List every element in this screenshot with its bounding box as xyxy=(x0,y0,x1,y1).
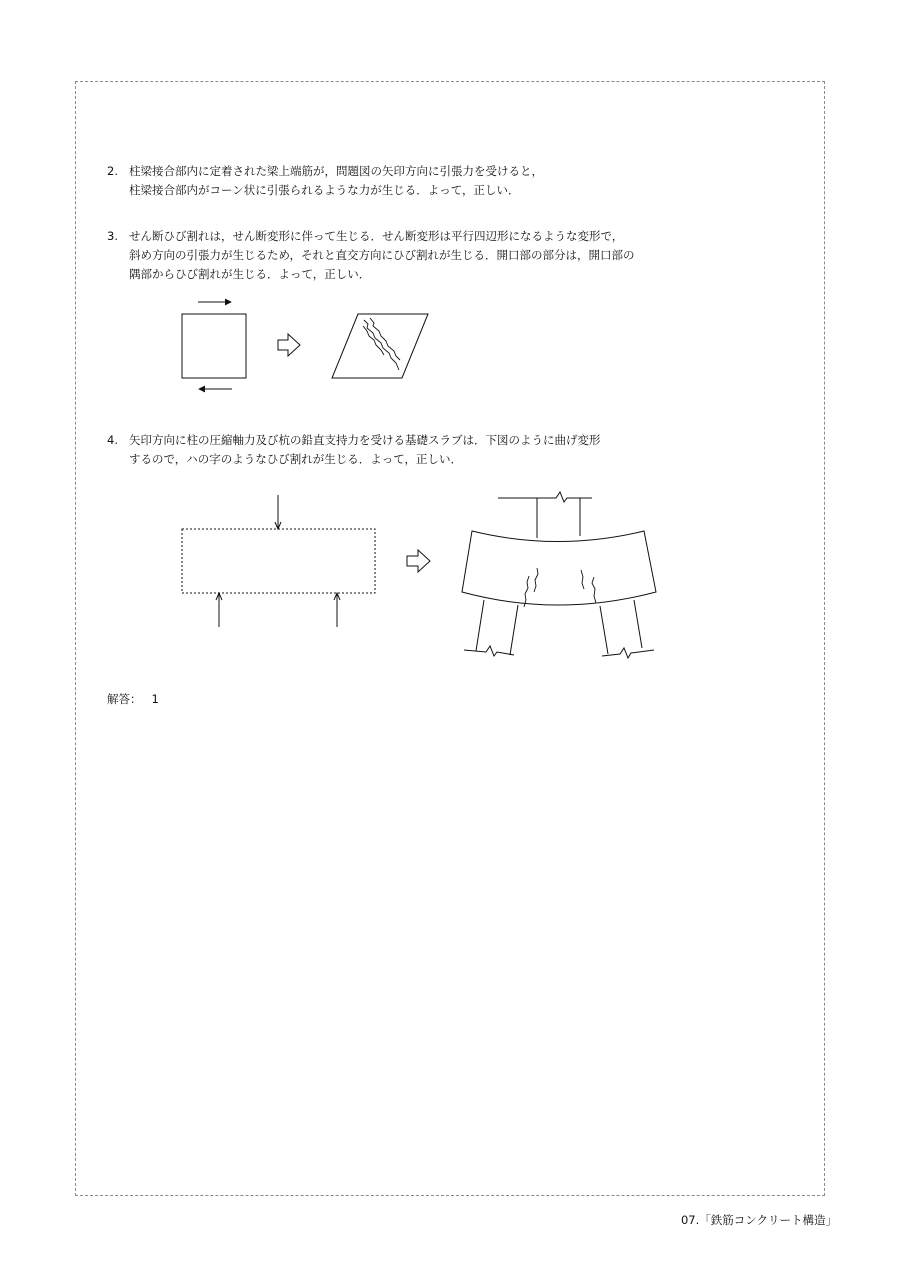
text-line: 隅部からひび割れが生じる．よって，正しい． xyxy=(129,267,371,281)
answer xyxy=(107,690,159,708)
item-number: 2. xyxy=(107,164,118,178)
transition-arrow-icon xyxy=(278,334,300,356)
item-text xyxy=(129,431,601,469)
pile-break-line xyxy=(602,648,654,658)
pile-left-side xyxy=(510,605,518,655)
item-text xyxy=(129,227,635,284)
deformed-slab xyxy=(462,531,656,605)
page-footer: 07.「鉄筋コンクリート構造」 xyxy=(680,1213,837,1227)
pile-break-line xyxy=(464,646,514,656)
pile-right-side xyxy=(600,606,608,654)
item-number: 4. xyxy=(107,433,118,447)
text-line: するので，ハの字のようなひび割れが生じる．よって，正しい． xyxy=(129,452,463,466)
item-text xyxy=(129,162,543,200)
deformed-parallelogram xyxy=(332,314,428,378)
text-line: せん断ひび割れは，せん断変形に伴って生じる．せん断変形は平行四辺形になるような変形で， xyxy=(129,229,624,243)
pile-left-side xyxy=(476,600,484,651)
crack-line xyxy=(592,577,596,603)
footing-slab xyxy=(182,529,375,593)
answer-value: 1 xyxy=(151,692,159,706)
answer-label: 解答： xyxy=(107,692,142,706)
item-number: 3. xyxy=(107,229,118,243)
text-line: 柱梁接合部内がコーン状に引張られるような力が生じる．よって，正しい． xyxy=(129,183,520,197)
crack-line xyxy=(370,318,400,360)
transition-arrow-icon xyxy=(407,550,430,572)
crack-line xyxy=(534,568,538,592)
crack-line xyxy=(364,320,399,370)
shear-deformation-figure xyxy=(170,292,440,394)
crack-line xyxy=(363,326,384,355)
text-line: 斜め方向の引張力が生じるため，それと直交方向にひび割れが生じる．開口部の部分は，開口部の xyxy=(129,248,635,262)
footing-slab-figure xyxy=(170,490,670,665)
text-line: 柱梁接合部内に定着された梁上端筋が，問題図の矢印方向に引張力を受けると， xyxy=(129,164,543,178)
pile-right-side xyxy=(634,600,642,648)
original-square xyxy=(182,314,246,378)
column-break-line xyxy=(498,492,592,502)
text-line: 矢印方向に柱の圧縮軸力及び杭の鉛直支持力を受ける基礎スラブは．下図のように曲げ変形 xyxy=(129,433,601,447)
crack-line xyxy=(581,570,584,589)
crack-line xyxy=(524,576,529,607)
